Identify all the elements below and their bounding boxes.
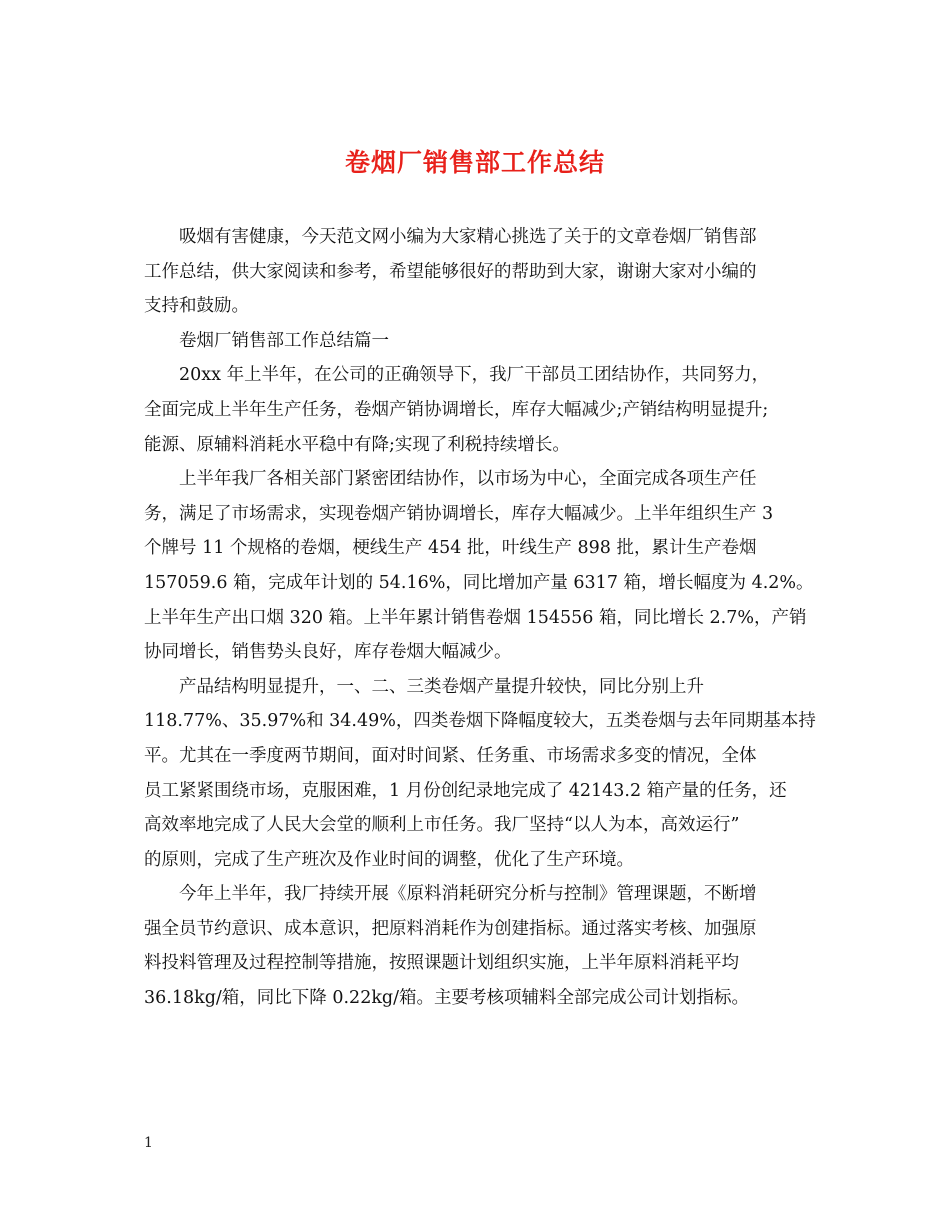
- paragraph-line: 今年上半年，我厂持续开展《原料消耗研究分析与控制》管理课题，不断增: [179, 884, 757, 905]
- paragraph-line: 料投料管理及过程控制等措施，按照课题计划组织实施，上半年原料消耗平均: [144, 953, 739, 974]
- paragraph-line: 强全员节约意识、成本意识，把原料消耗作为创建指标。通过落实考核、加强原: [144, 918, 757, 939]
- paragraph-line: 157059.6 箱，完成年计划的 54.16%，同比增加产量 6317 箱，增长幅度为 4.2%。: [144, 572, 814, 593]
- paragraph-line: 协同增长，销售势头良好，库存卷烟大幅减少。: [144, 642, 512, 663]
- paragraph-line: 支持和鼓励。: [144, 296, 249, 317]
- paragraph-line: 能源、原辅料消耗水平稳中有降;实现了利税持续增长。: [144, 434, 570, 455]
- document-title: 卷烟厂销售部工作总结: [344, 148, 605, 177]
- paragraph-line: 上半年生产出口烟 320 箱。上半年累计销售卷烟 154556 箱，同比增长 2.7%，产销: [144, 607, 807, 628]
- paragraph-line: 118.77%、35.97%和 34.49%，四类卷烟下降幅度较大，五类卷烟与去年同期基本持: [144, 711, 816, 732]
- paragraph-line: 产品结构明显提升，一、二、三类卷烟产量提升较快，同比分别上升: [179, 676, 704, 697]
- page-number: 1: [144, 1135, 153, 1151]
- paragraph-line: 的原则，完成了生产班次及作业时间的调整，优化了生产环境。: [144, 849, 634, 870]
- paragraph-line: 20xx 年上半年，在公司的正确领导下，我厂干部员工团结协作，共同努力，: [179, 365, 770, 386]
- paragraph-line: 平。尤其在一季度两节期间，面对时间紧、任务重、市场需求多变的情况，全体: [144, 745, 757, 766]
- section-heading: 卷烟厂销售部工作总结篇一: [179, 330, 389, 351]
- paragraph-line: 工作总结，供大家阅读和参考，希望能够很好的帮助到大家，谢谢大家对小编的: [144, 261, 757, 282]
- paragraph-line: 高效率地完成了人民大会堂的顺利上市任务。我厂坚持“以人为本，高效运行”: [144, 815, 740, 836]
- document-body: [144, 220, 816, 1016]
- paragraph-line: 个牌号 11 个规格的卷烟，梗线生产 454 批，叶线生产 898 批，累计生产卷烟: [144, 538, 757, 559]
- paragraph-line: 务，满足了市场需求，实现卷烟产销协调增长，库存大幅减少。上半年组织生产 3: [144, 503, 774, 524]
- paragraph-line: 36.18kg/箱，同比下降 0.22kg/箱。主要考核项辅料全部完成公司计划指标。: [144, 988, 750, 1009]
- paragraph-line: 全面完成上半年生产任务，卷烟产销协调增长，库存大幅减少;产销结构明显提升;: [144, 399, 769, 420]
- paragraph-line: 上半年我厂各相关部门紧密团结协作，以市场为中心，全面完成各项生产任: [179, 469, 757, 490]
- paragraph-line: 员工紧紧围绕市场，克服困难，1 月份创纪录地完成了 42143.2 箱产量的任务，还: [144, 780, 787, 801]
- paragraph-line: 吸烟有害健康，今天范文网小编为大家精心挑选了关于的文章卷烟厂销售部: [179, 227, 757, 247]
